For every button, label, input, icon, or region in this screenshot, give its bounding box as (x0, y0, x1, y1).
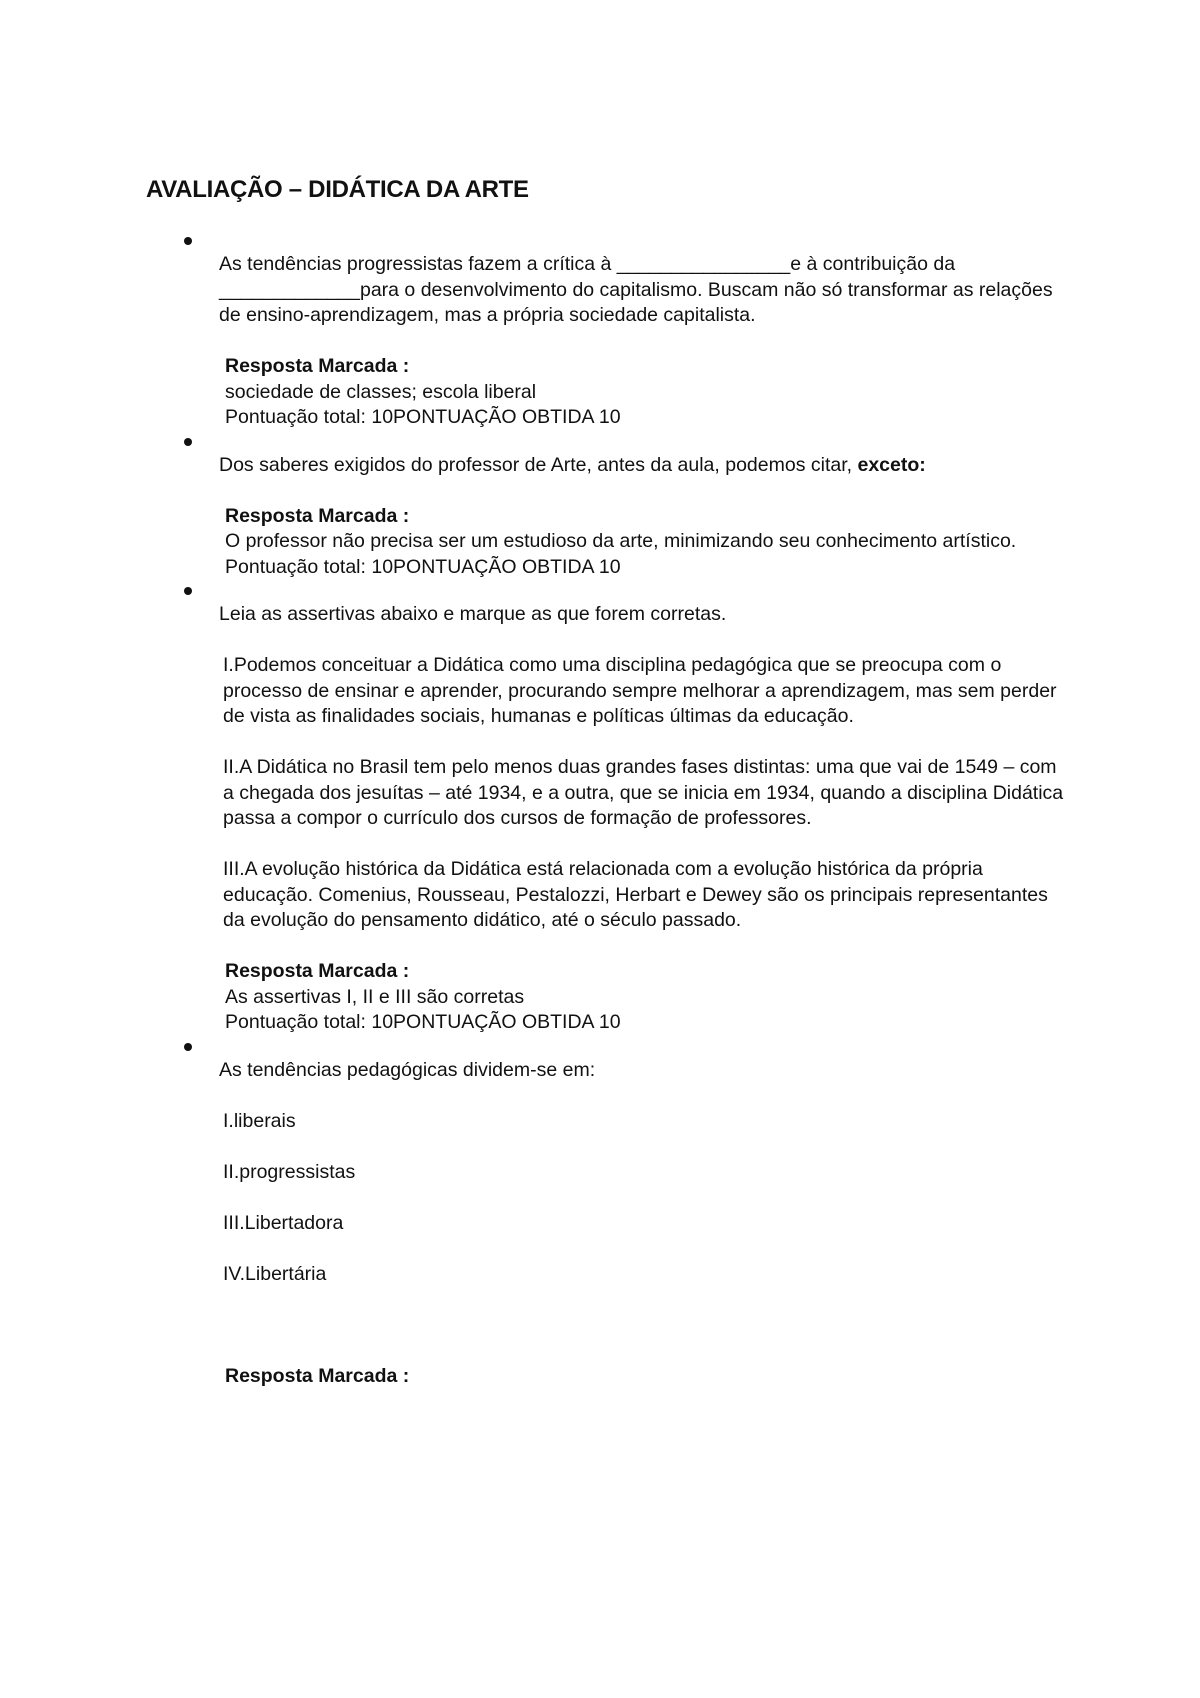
question-item (146, 1036, 1066, 1390)
question-text: Leia as assertivas abaixo e marque as que forem corretas. (219, 603, 727, 625)
answer-block (219, 1364, 1066, 1390)
question-item (146, 230, 1066, 431)
question-item (146, 431, 1066, 581)
question-text: As tendências pedagógicas dividem-se em: (219, 1058, 596, 1081)
assertion-item: III.A evolução histórica da Didática está relacionada com a evolução histórica da própria educação. Comenius, Rousseau, Pestalozzi, Herbart e Dewey são os principais representantes da evolução do pensamento didático, até o século passado. (223, 858, 1048, 931)
answer-text: sociedade de classes; escola liberal (225, 380, 537, 403)
answer-block (219, 959, 1066, 1036)
question-list (146, 230, 1066, 1389)
answer-text: O professor não precisa ser um estudioso da arte, minimizando seu conhecimento artístico. (225, 530, 1017, 552)
option-item: IV.Libertária (223, 1262, 327, 1285)
answer-label: Resposta Marcada : (225, 960, 410, 982)
answer-block (219, 504, 1066, 581)
question-text (219, 453, 1066, 479)
score-text: Pontuação total: 10PONTUAÇÃO OBTIDA 10 (225, 555, 621, 578)
score-text: Pontuação total: 10PONTUAÇÃO OBTIDA 10 (225, 1011, 621, 1033)
bullet-icon (184, 1043, 192, 1051)
score-text: Pontuação total: 10PONTUAÇÃO OBTIDA 10 (225, 406, 621, 428)
option-item: I.liberais (223, 1109, 296, 1132)
answer-label: Resposta Marcada : (225, 355, 410, 377)
assertion-item: II.A Didática no Brasil tem pelo menos duas grandes fases distintas: uma que vai de 1549 – com a chegada dos jesuítas – até 1934, e a outra, que se inicia em 1934, quando a disciplina Didática passa a compor o currículo dos cursos de formação de professores. (223, 756, 1064, 829)
answer-text: As assertivas I, II e III são corretas (225, 985, 525, 1008)
assertion-item: I.Podemos conceituar a Didática como uma disciplina pedagógica que se preocupa com o processo de ensinar e aprender, procurando sempre melhorar a aprendizagem, mas sem perder de vista as finalidades sociais, humanas e políticas últimas da educação. (223, 654, 1057, 727)
option-item: II.progressistas (223, 1160, 356, 1183)
bullet-icon (184, 438, 192, 446)
bullet-icon (184, 587, 192, 595)
question-emphasis: exceto: (857, 453, 926, 476)
page-title: AVALIAÇÃO – DIDÁTICA DA ARTE (146, 176, 529, 203)
answer-block (219, 354, 1066, 431)
question-item (146, 580, 1066, 1036)
answer-label: Resposta Marcada : (225, 504, 410, 527)
bullet-icon (184, 237, 192, 245)
option-item: III.Libertadora (223, 1211, 344, 1234)
answer-label: Resposta Marcada : (225, 1364, 410, 1387)
question-text: As tendências progressistas fazem a crítica à ________________e à contribuição da _____________para o desenvolvimento do capitalismo. Buscam não só transformar as relações de ensino-aprendizagem, mas a própria sociedade capitalista. (219, 253, 1053, 326)
question-text-main: Dos saberes exigidos do professor de Arte, antes da aula, podemos citar, (219, 453, 853, 476)
